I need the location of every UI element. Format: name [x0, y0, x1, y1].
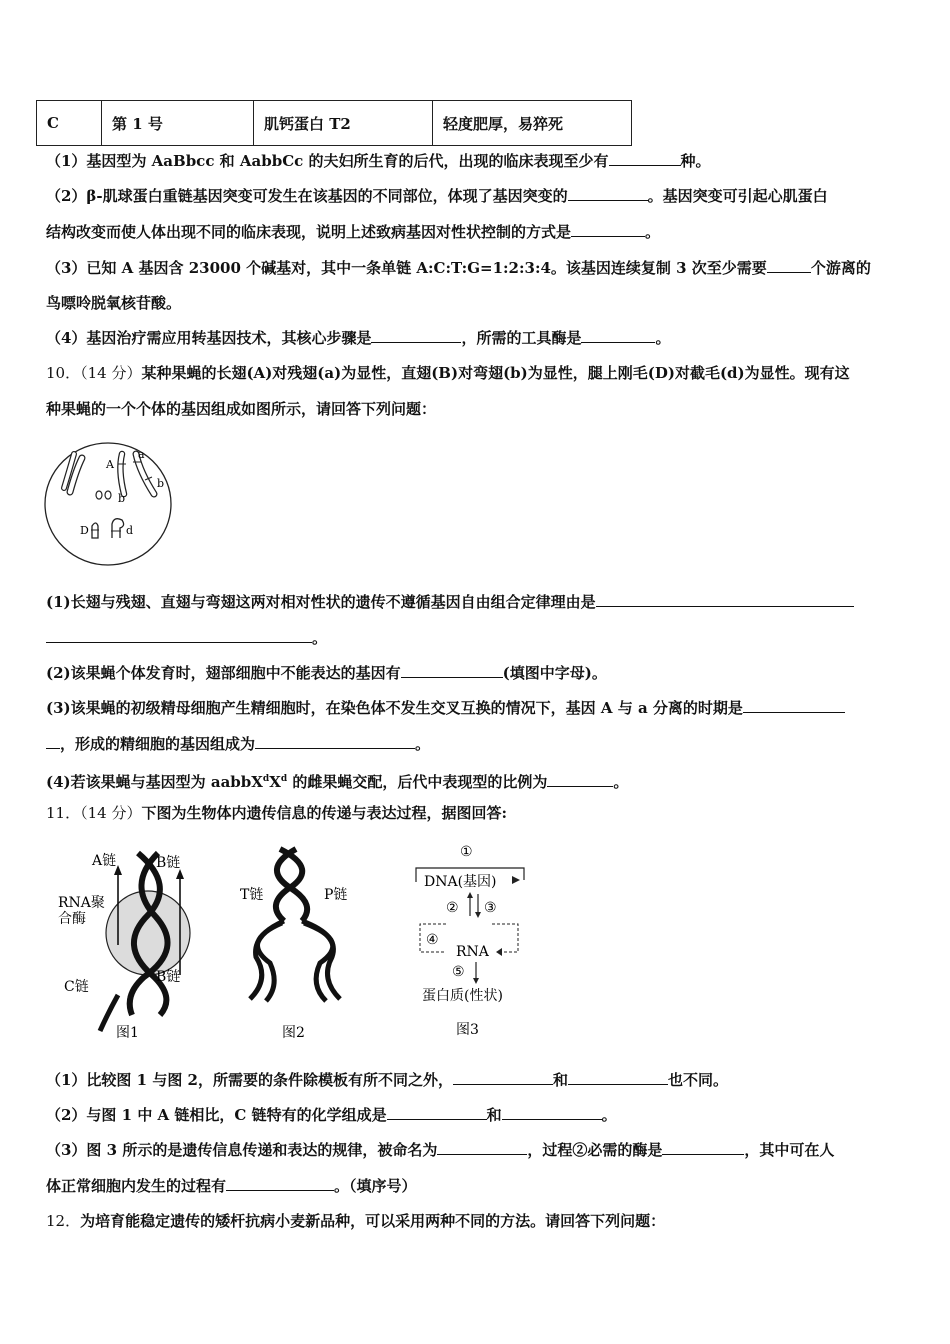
q9-part2: （2）β-肌球蛋白重链基因突变可发生在该基因的不同部位，体现了基因突变的 。基因突变可引起心肌蛋白: [46, 187, 828, 205]
table-cell: 第 1 号: [102, 101, 254, 146]
answer-blank[interactable]: [371, 328, 461, 343]
q10-part3: (3)该果蝇的初级精母细胞产生精细胞时，在染色体不发生交叉互换的情况下，基因 A 与 a 分离的时期是: [46, 698, 845, 718]
figure-1-transcription: [56, 845, 206, 1041]
process-number: ②: [446, 900, 459, 916]
q12-stem: 12．为培育能稳定遗传的矮杆抗病小麦新品种，可以采用两种不同的方法。请回答下列问题：: [46, 1212, 666, 1230]
q11-part3-cont: 体正常细胞内发生的过程有 。（填序号）: [46, 1177, 417, 1195]
answer-blank[interactable]: [502, 1105, 602, 1120]
answer-blank[interactable]: [568, 1070, 668, 1085]
q10-part3-cont: ，形成的精细胞的基因组成为 。: [46, 734, 430, 754]
answer-blank[interactable]: [547, 772, 613, 787]
figure-3-central-dogma: [406, 838, 536, 1038]
figure-label: B链: [156, 855, 181, 871]
answer-blank[interactable]: [437, 1140, 527, 1155]
q10-stem-cont: 种果蝇的一个个体的基因组成如图所示，请回答下列问题：: [46, 400, 437, 418]
figure-label: A链: [92, 853, 117, 869]
answer-blank[interactable]: [596, 592, 854, 607]
question-number: 10．（14 分）: [46, 364, 142, 382]
table-cell: 轻度肥厚，易猝死: [433, 101, 632, 146]
process-number: ⑤: [452, 964, 465, 980]
gene-label: b: [157, 477, 165, 490]
table-row: [37, 101, 632, 146]
answer-blank[interactable]: [662, 1140, 744, 1155]
q11-stem: 11．（14 分）下图为生物体内遗传信息的传递与表达过程，据图回答:: [46, 804, 507, 822]
figure-label: P链: [324, 887, 348, 903]
figure-label: 蛋白质(性状): [422, 988, 503, 1004]
q10-part1: (1)长翅与残翅、直翅与弯翅这两对相对性状的遗传不遵循基因自由组合定律理由是: [46, 592, 854, 612]
gene-label: b: [118, 492, 126, 505]
q11-part3: （3）图 3 所示的是遗传信息传递和表达的规律，被命名为 ，过程②必需的酶是 ，其中可在人: [46, 1141, 835, 1159]
figure-caption: 图1: [116, 1025, 139, 1041]
phenotype-table: [36, 100, 632, 146]
figure-label: DNA(基因): [424, 874, 497, 890]
q9-part3-cont: 鸟嘌呤脱氧核苷酸。: [46, 294, 182, 312]
gene-label: a: [138, 448, 145, 461]
answer-blank[interactable]: [255, 734, 415, 749]
q10-stem: 10．（14 分）某种果蝇的长翅(A)对残翅(a)为显性，直翅(B)对弯翅(b)为显性，腿上刚毛(D)对截毛(d)为显性。现有这: [46, 364, 850, 382]
answer-blank[interactable]: [387, 1105, 487, 1120]
process-number: ④: [426, 932, 439, 948]
answer-blank[interactable]: [581, 328, 655, 343]
gene-label: D: [80, 524, 89, 537]
answer-blank[interactable]: [571, 222, 645, 237]
answer-blank[interactable]: [46, 734, 60, 749]
answer-blank[interactable]: [401, 663, 503, 678]
answer-blank[interactable]: [568, 186, 648, 201]
process-number: ①: [460, 844, 473, 860]
q10-part1-cont: 。: [46, 628, 327, 648]
question-number: 11．（14 分）: [46, 804, 142, 822]
answer-blank[interactable]: [226, 1176, 334, 1191]
figure-caption: 图3: [456, 1022, 479, 1038]
answer-blank[interactable]: [46, 628, 312, 643]
q10-part2: (2)该果蝇个体发育时，翅部细胞中不能表达的基因有 (填图中字母)。: [46, 664, 607, 682]
figure-label: 合酶: [58, 911, 86, 927]
figure-label: C链: [64, 979, 89, 995]
answer-blank[interactable]: [453, 1070, 553, 1085]
q9-part2-cont: 结构改变而使人体出现不同的临床表现，说明上述致病基因对性状控制的方式是 。: [46, 223, 661, 241]
q9-part1: （1）基因型为 AaBbcc 和 AabbCc 的夫妇所生育的后代，出现的临床表现至少有 种。: [46, 152, 711, 170]
answer-blank[interactable]: [767, 258, 811, 273]
figure-2-replication: [236, 845, 366, 1041]
q11-part1: （1）比较图 1 与图 2，所需要的条件除模板有所不同之外， 和 也不同。: [46, 1071, 729, 1089]
answer-blank[interactable]: [609, 151, 681, 166]
chromosome-cell-figure: [42, 440, 176, 570]
figure-label: T链: [240, 887, 264, 903]
answer-blank[interactable]: [743, 698, 845, 713]
q10-part4: (4)若该果蝇与基因型为 $aabbX^dX^d$ 的雌果蝇交配，后代中表现型的比例为 。: [46, 773, 629, 791]
q11-part2: （2）与图 1 中 A 链相比，C 链特有的化学组成是 和 。: [46, 1106, 617, 1124]
process-number: ③: [484, 900, 497, 916]
gene-label: d: [126, 524, 134, 537]
figure-label: RNA聚: [58, 895, 105, 911]
gene-label: A: [106, 458, 114, 471]
question-number: 12．: [46, 1212, 81, 1230]
q9-part3: （3）已知 A 基因含 23000 个碱基对，其中一条单链 A:C:T:G=1:2:3:4。该基因连续复制 3 次至少需要 个游离的: [46, 259, 871, 277]
table-cell: C: [37, 101, 102, 146]
figure-label: RNA: [456, 944, 489, 960]
figure-caption: 图2: [282, 1025, 305, 1041]
table-cell: 肌钙蛋白 T2: [254, 101, 433, 146]
figure-label: B链: [156, 969, 181, 985]
q9-part4: （4）基因治疗需应用转基因技术，其核心步骤是 ，所需的工具酶是 。: [46, 329, 671, 347]
